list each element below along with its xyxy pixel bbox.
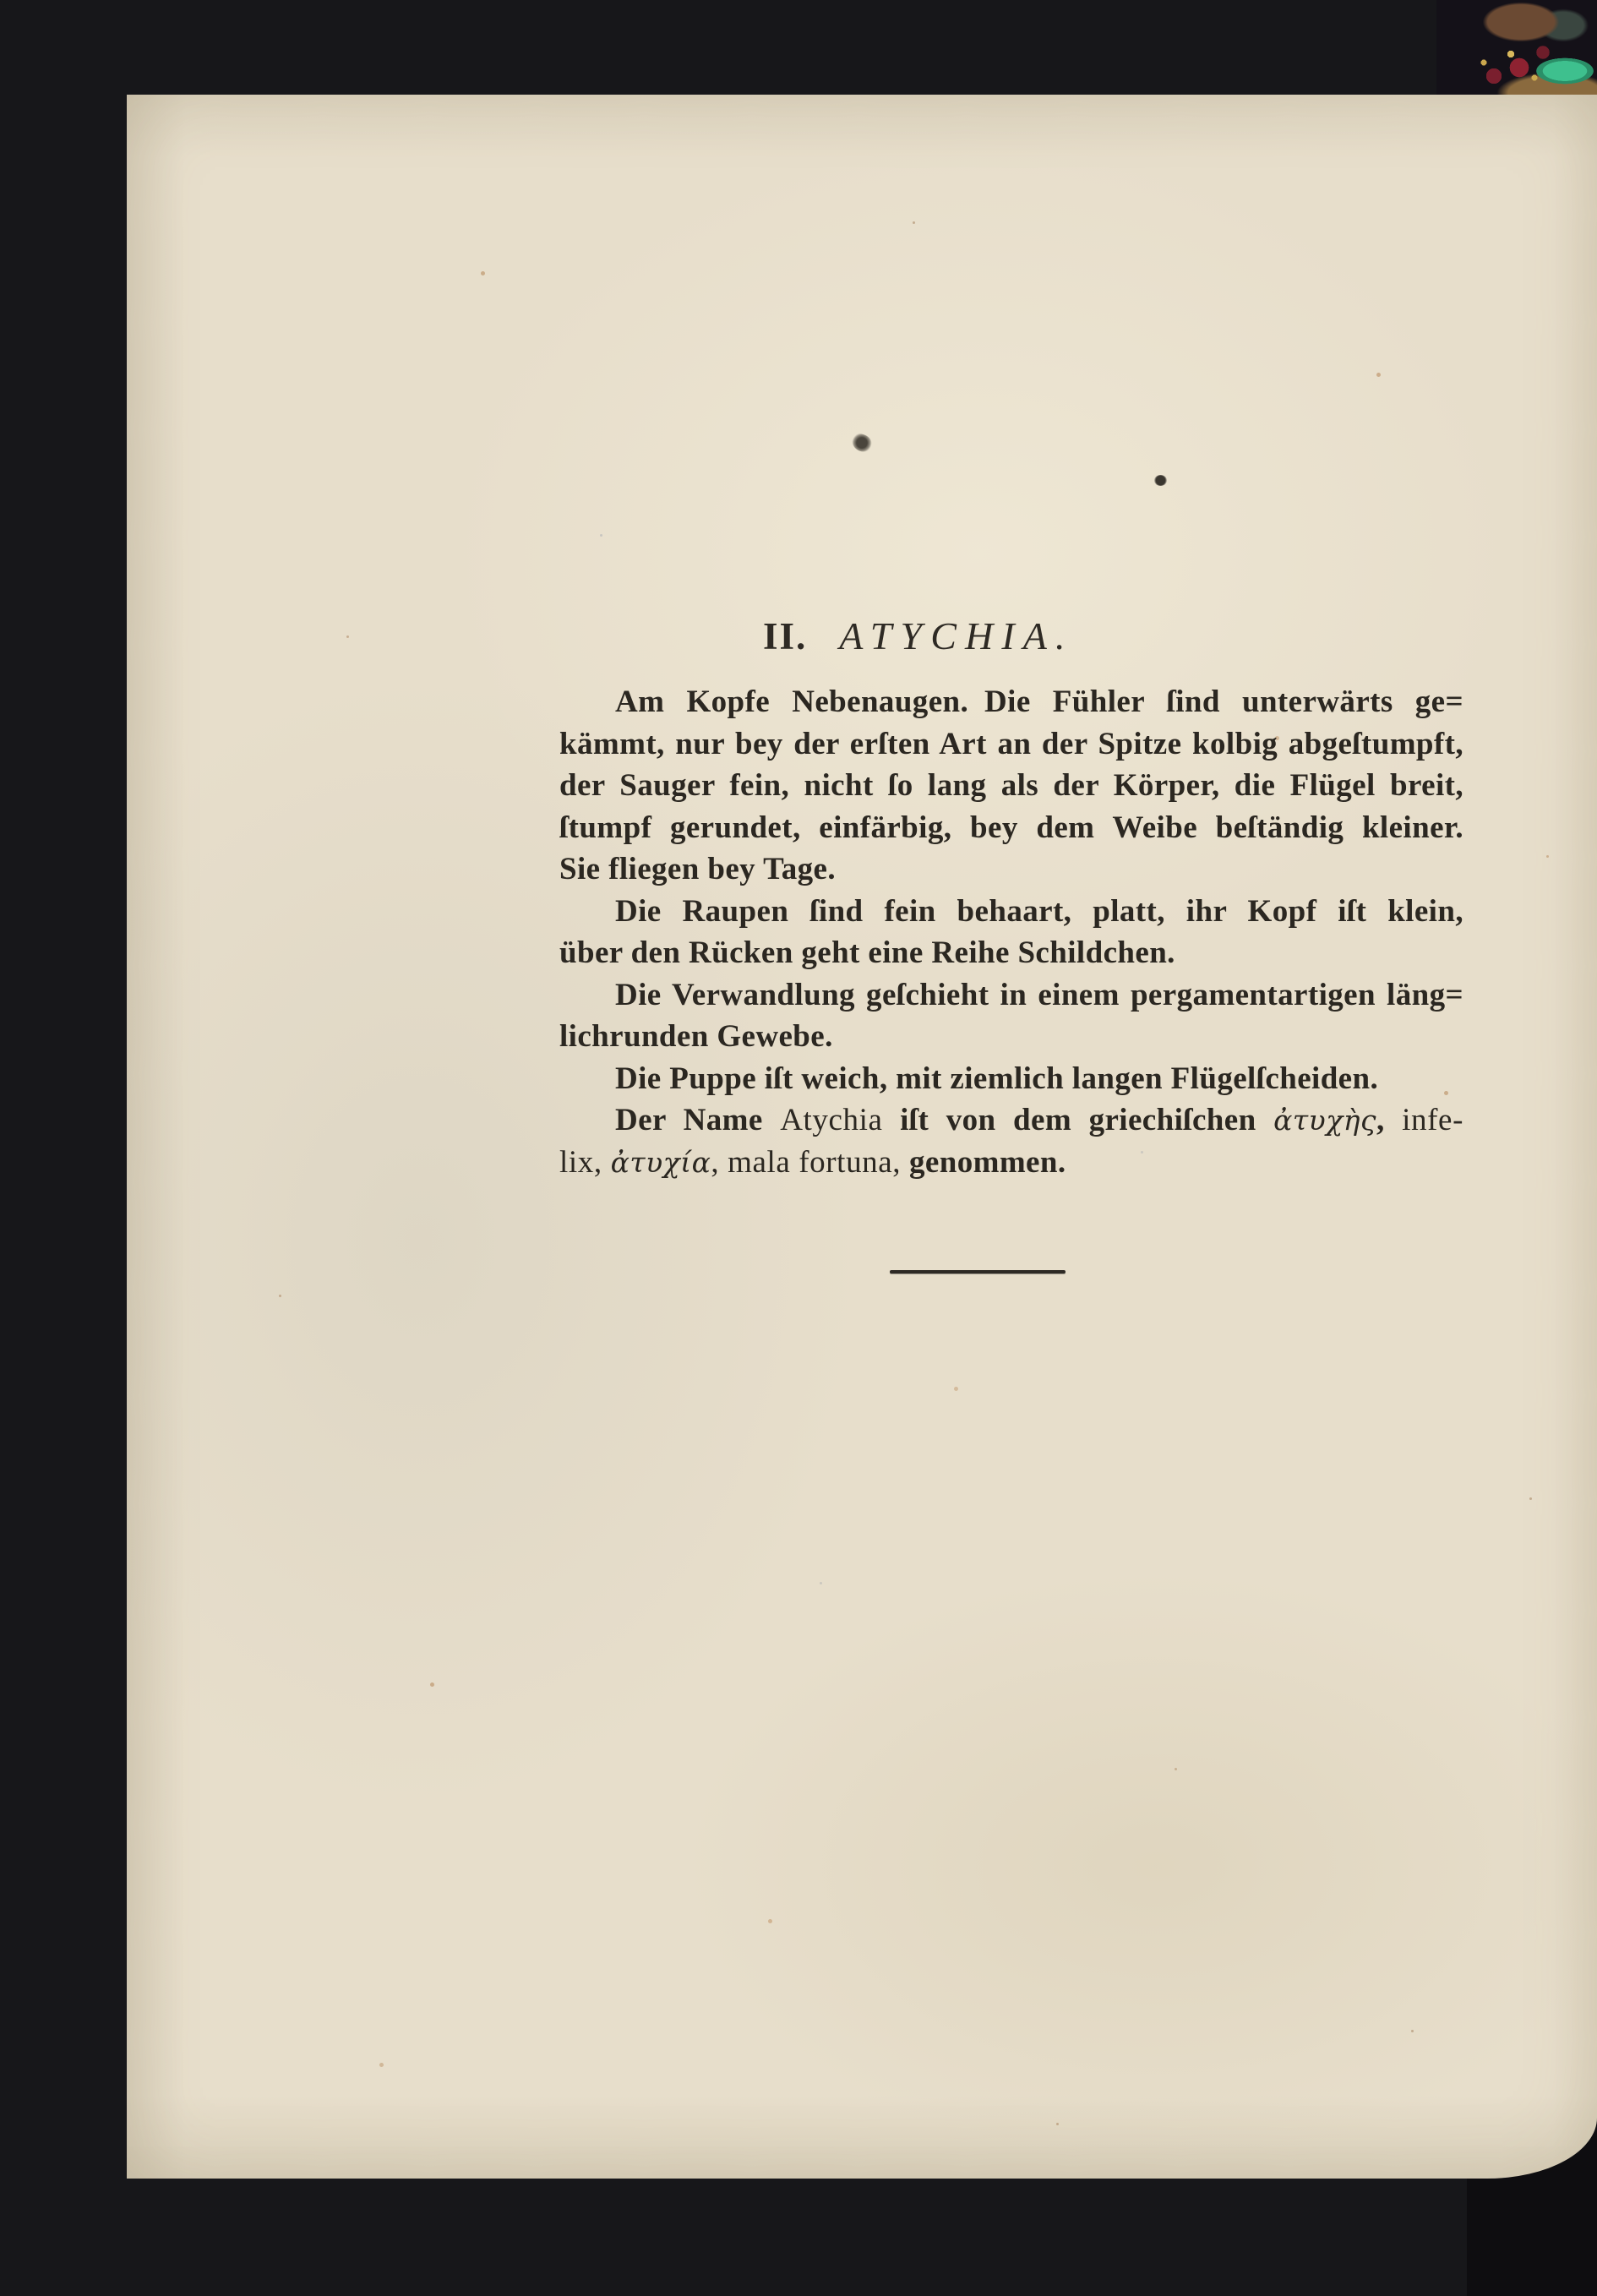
text-line: [559, 848, 1463, 891]
text-segment: lichrunden Gewebe.: [559, 1019, 833, 1054]
greek-term: ἀτυχὴς: [1273, 1104, 1376, 1137]
text-line: [559, 723, 1463, 766]
text-line: [559, 974, 1463, 1017]
text-segment: kämmt, nur bey der erſten Art an der Spitze kolbig abgeſtumpft,: [559, 726, 1463, 761]
text-segment: infe-: [1402, 1103, 1463, 1137]
book-page-scan: [127, 95, 1597, 2179]
ink-speck: [849, 431, 874, 454]
text-segment: iſt von dem griechiſchen: [882, 1103, 1274, 1137]
text-segment: Sie fliegen bey Tage.: [559, 852, 837, 886]
text-segment: lix,: [559, 1144, 611, 1180]
paper-fibers: [127, 95, 129, 97]
greek-term: ἀτυχία: [610, 1145, 711, 1179]
section-title: ATYCHIA.: [839, 614, 1074, 657]
text-segment: Die Verwandlung geſchieht in einem pergamentartigen läng=: [615, 977, 1463, 1012]
text-segment: , mala fortuna,: [711, 1144, 909, 1180]
text-segment: ſtumpf gerundet, einfärbig, bey dem Weibe beſtändig kleiner.: [559, 810, 1463, 845]
text-segment: über den Rücken geht eine Reihe Schildchen.: [559, 935, 1175, 970]
marbled-book-edge-top-right: [1436, 0, 1597, 96]
text-line: [559, 681, 1463, 723]
text-line: [559, 1142, 1463, 1184]
section-heading: [763, 608, 1074, 664]
text-segment: genommen.: [909, 1144, 1066, 1180]
text-segment: Die Puppe iſt weich, mit ziemlich langen Flügelſcheiden.: [615, 1061, 1379, 1096]
text-line: [559, 891, 1463, 933]
ink-speck: [1154, 475, 1167, 486]
text-line: [559, 807, 1463, 849]
text-segment: Am Kopfe Nebenaugen. Die Fühler ſind unterwärts ge=: [615, 684, 1463, 719]
section-number: II.: [763, 615, 808, 657]
text-segment: der Sauger fein, nicht ſo lang als der Körper, die Flügel breit,: [559, 768, 1463, 803]
text-line: [559, 932, 1463, 974]
text-line: [559, 1058, 1463, 1100]
text-segment: Atychia: [780, 1103, 883, 1137]
text-line: [559, 1016, 1463, 1058]
text-line: [559, 1099, 1463, 1142]
section-divider-rule: [890, 1270, 1066, 1273]
text-line: [559, 765, 1463, 807]
text-segment: Der Name: [615, 1103, 781, 1137]
body-text: [559, 681, 1463, 1183]
text-segment: Die Raupen ſind fein behaart, platt, ihr Kopf iſt klein,: [615, 893, 1463, 929]
text-segment: ,: [1376, 1103, 1403, 1137]
